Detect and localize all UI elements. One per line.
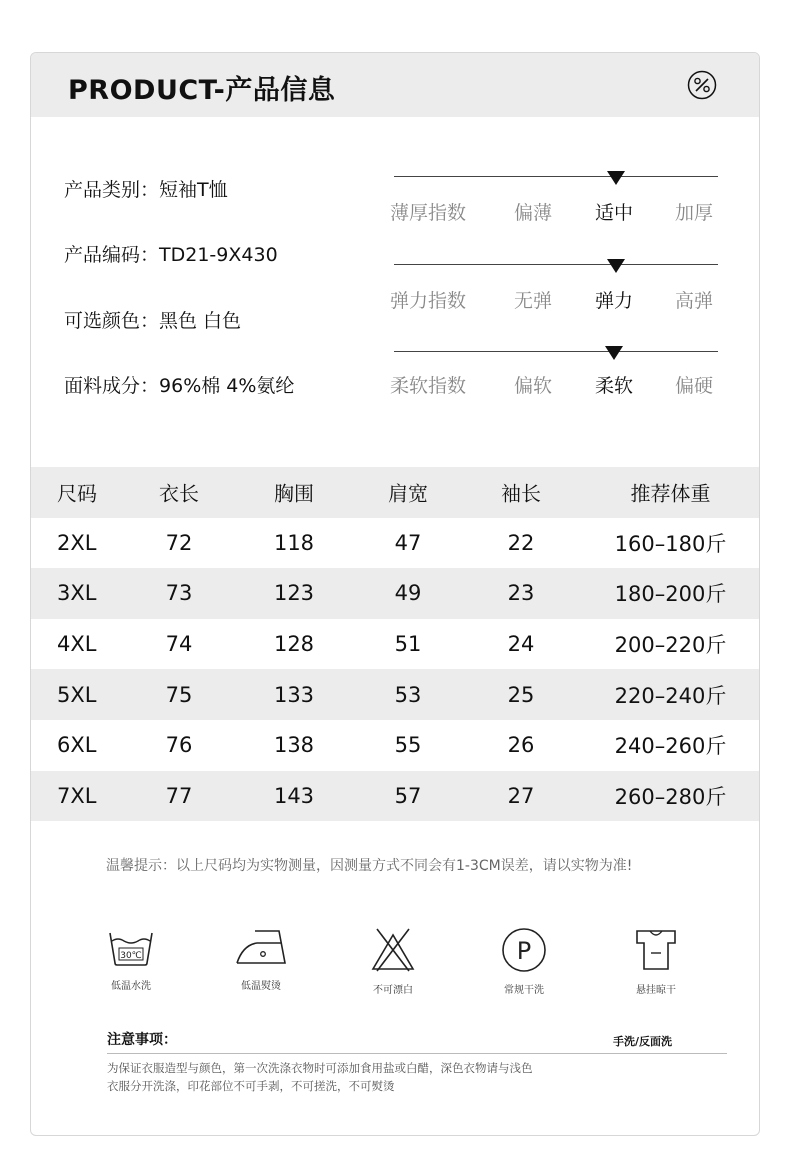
table-row [31,771,759,822]
table-cell: 160–180斤 [614,531,727,556]
table-cell: 74 [165,632,193,657]
product-info-card [30,52,760,1136]
info-value: 96%棉 4%氨纶 [159,375,295,397]
info-label: 面料成分： [64,375,160,397]
care-item-bleach [343,927,443,996]
info-fabric [64,371,294,398]
wash-30-icon [106,927,156,969]
care-label: 悬挂晾干 [636,985,676,996]
table-cell: 200–220斤 [614,633,727,658]
care-label: 常规干洗 [504,985,544,996]
divider [107,1053,727,1054]
table-header-cell: 袖长 [501,481,541,506]
table-header-cell: 肩宽 [388,481,428,506]
scale-option: 偏软 [514,375,553,397]
scale-line [394,176,718,177]
elasticity-scale [390,264,718,324]
table-cell: 57 [394,783,422,808]
table-header-row [31,467,759,518]
hang-dry-icon [632,927,680,973]
table-cell: 3XL [57,581,97,606]
info-label: 可选颜色： [64,310,160,332]
table-cell: 53 [394,682,422,707]
table-cell: 2XL [57,530,97,555]
notes-wash-method: 手洗/反面洗 [613,1035,673,1048]
table-cell: 143 [273,783,315,808]
table-header-cell: 衣长 [159,481,199,506]
table-cell: 260–280斤 [614,784,727,809]
table-cell: 24 [507,632,535,657]
header-bar [31,53,759,117]
care-item-iron [211,927,311,992]
scale-option: 偏硬 [675,375,714,397]
table-cell: 49 [394,581,422,606]
scale-name: 弹力指数 [390,290,467,312]
table-cell: 25 [507,682,535,707]
scale-option-selected: 适中 [595,202,634,224]
table-cell: 6XL [57,733,97,758]
table-cell: 7XL [57,783,97,808]
table-cell: 51 [394,632,422,657]
table-cell: 55 [394,733,422,758]
info-value: TD21-9X430 [159,244,278,266]
info-label: 产品类别： [64,179,160,201]
info-value: 黑色 白色 [159,310,242,332]
percent-badge-icon [687,70,717,100]
scale-option: 加厚 [675,202,714,224]
table-cell: 4XL [57,632,97,657]
no-bleach-icon [369,927,417,973]
page-title: PRODUCT-产品信息 [68,75,336,106]
info-value: 短袖T恤 [159,179,228,201]
wash-temp: 30℃ [120,951,142,961]
scale-option: 偏薄 [514,202,553,224]
table-cell: 72 [165,530,193,555]
care-label: 不可漂白 [373,985,413,996]
table-cell: 128 [273,632,315,657]
table-header-cell: 推荐体重 [630,481,711,506]
measurement-tip: 温馨提示：以上尺码均为实物测量，因测量方式不同会有1-3CM误差，请以实物为准! [106,858,633,874]
table-cell: 118 [273,530,315,555]
table-row [31,619,759,670]
table-header-cell: 尺码 [57,481,97,506]
table-cell: 23 [507,581,535,606]
table-cell: 27 [507,783,535,808]
softness-scale [390,351,718,411]
table-row [31,669,759,720]
info-category [64,175,228,202]
info-code [64,240,278,267]
table-cell: 76 [165,733,193,758]
table-cell: 133 [273,682,315,707]
table-cell: 5XL [57,682,97,707]
table-cell: 22 [507,530,535,555]
table-cell: 123 [273,581,315,606]
info-label: 产品编码： [64,244,160,266]
table-cell: 26 [507,733,535,758]
care-item-wash [81,927,181,992]
table-cell: 47 [394,530,422,555]
scale-line [394,264,718,265]
table-cell: 180–200斤 [614,582,727,607]
info-colors [64,306,241,333]
dry-clean-mark: P [516,937,532,965]
table-cell: 138 [273,733,315,758]
scale-marker-icon [607,259,625,273]
size-table [31,467,759,821]
table-header-cell: 胸围 [274,481,314,506]
table-cell: 75 [165,682,193,707]
dry-clean-p-icon [500,927,548,973]
iron-low-icon [233,927,289,969]
scale-option-selected: 弹力 [595,290,634,312]
notes-line-text: 衣服分开洗涤，印花部位不可手剥，不可搓洗，不可熨烫 [107,1079,395,1093]
scale-option-selected: 柔软 [595,375,634,397]
notes-body [107,1059,627,1095]
scale-name: 柔软指数 [390,375,467,397]
notes-title: 注意事项： [107,1032,177,1048]
scale-name: 薄厚指数 [390,202,467,224]
table-cell: 77 [165,783,193,808]
care-label: 低温熨烫 [241,981,281,992]
thickness-scale [390,176,718,236]
table-cell: 73 [165,581,193,606]
care-item-hang [606,927,706,996]
notes-line-text: 为保证衣服造型与颜色，第一次洗涤衣物时可添加食用盐或白醋，深色衣物请与浅色 [107,1061,533,1075]
scale-marker-icon [605,346,623,360]
scale-option: 无弹 [514,290,553,312]
table-cell: 240–260斤 [614,734,727,759]
table-cell: 220–240斤 [614,683,727,708]
table-row [31,568,759,619]
scale-marker-icon [607,171,625,185]
table-row [31,720,759,771]
scale-option: 高弹 [675,290,714,312]
table-row [31,518,759,569]
care-label: 低温水洗 [111,981,151,992]
care-item-dryclean [474,927,574,996]
scale-line [394,351,718,352]
